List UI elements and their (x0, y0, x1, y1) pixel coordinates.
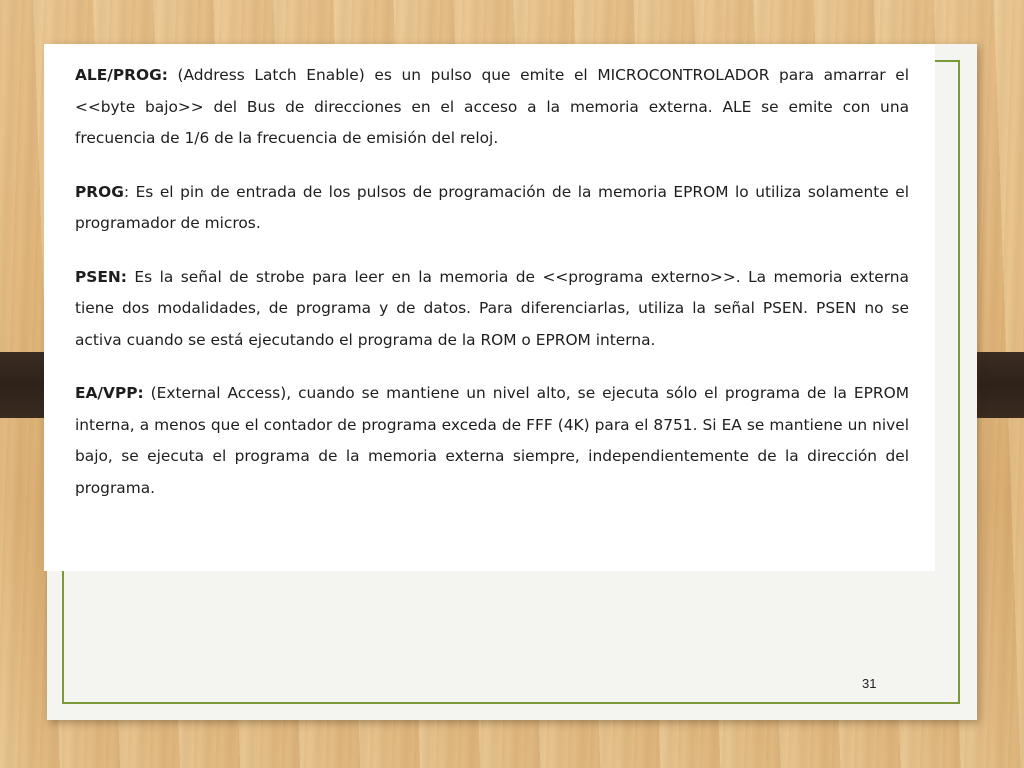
term-ale-prog: ALE/PROG: (75, 66, 168, 84)
paragraph-ale-prog (75, 60, 909, 155)
term-psen: PSEN: (75, 267, 127, 286)
description-psen: Es la señal de strobe para leer en la memoria de <<programa externo>>. La memoria externa tiene dos modalidades, de programa y de datos. Para diferenciarlas, utiliza la señal PSEN. PSEN no se activa cuando se está ejecutando el programa de la ROM o EPROM interna. (75, 267, 909, 349)
text-card (44, 44, 935, 571)
paragraph-ea-vpp (75, 378, 909, 504)
description-ea-vpp: (External Access), cuando se mantiene un nivel alto, se ejecuta sólo el programa de la EPROM interna, a menos que el contador de programa exceda de FFF (4K) para el 8751. Si EA se mantiene un nivel bajo, se ejecuta el programa de la memoria externa siempre, independientemente de la dirección del programa. (75, 384, 909, 497)
paragraph-prog (75, 177, 909, 240)
paragraph-psen (75, 262, 909, 357)
description-prog: : Es el pin de entrada de los pulsos de programación de la memoria EPROM lo utiliza solamente el programador de micros. (75, 182, 909, 232)
term-ea-vpp: EA/VPP: (75, 384, 144, 402)
slide-page-number: 31 (862, 676, 877, 691)
description-ale-prog: (Address Latch Enable) es un pulso que emite el MICROCONTROLADOR para amarrar el <<byte bajo>> del Bus de direcciones en el acceso a la memoria externa. ALE se emite con una frecuencia de 1/6 de la frecuencia de emisión del reloj. (75, 66, 909, 147)
term-prog: PROG (75, 182, 124, 201)
